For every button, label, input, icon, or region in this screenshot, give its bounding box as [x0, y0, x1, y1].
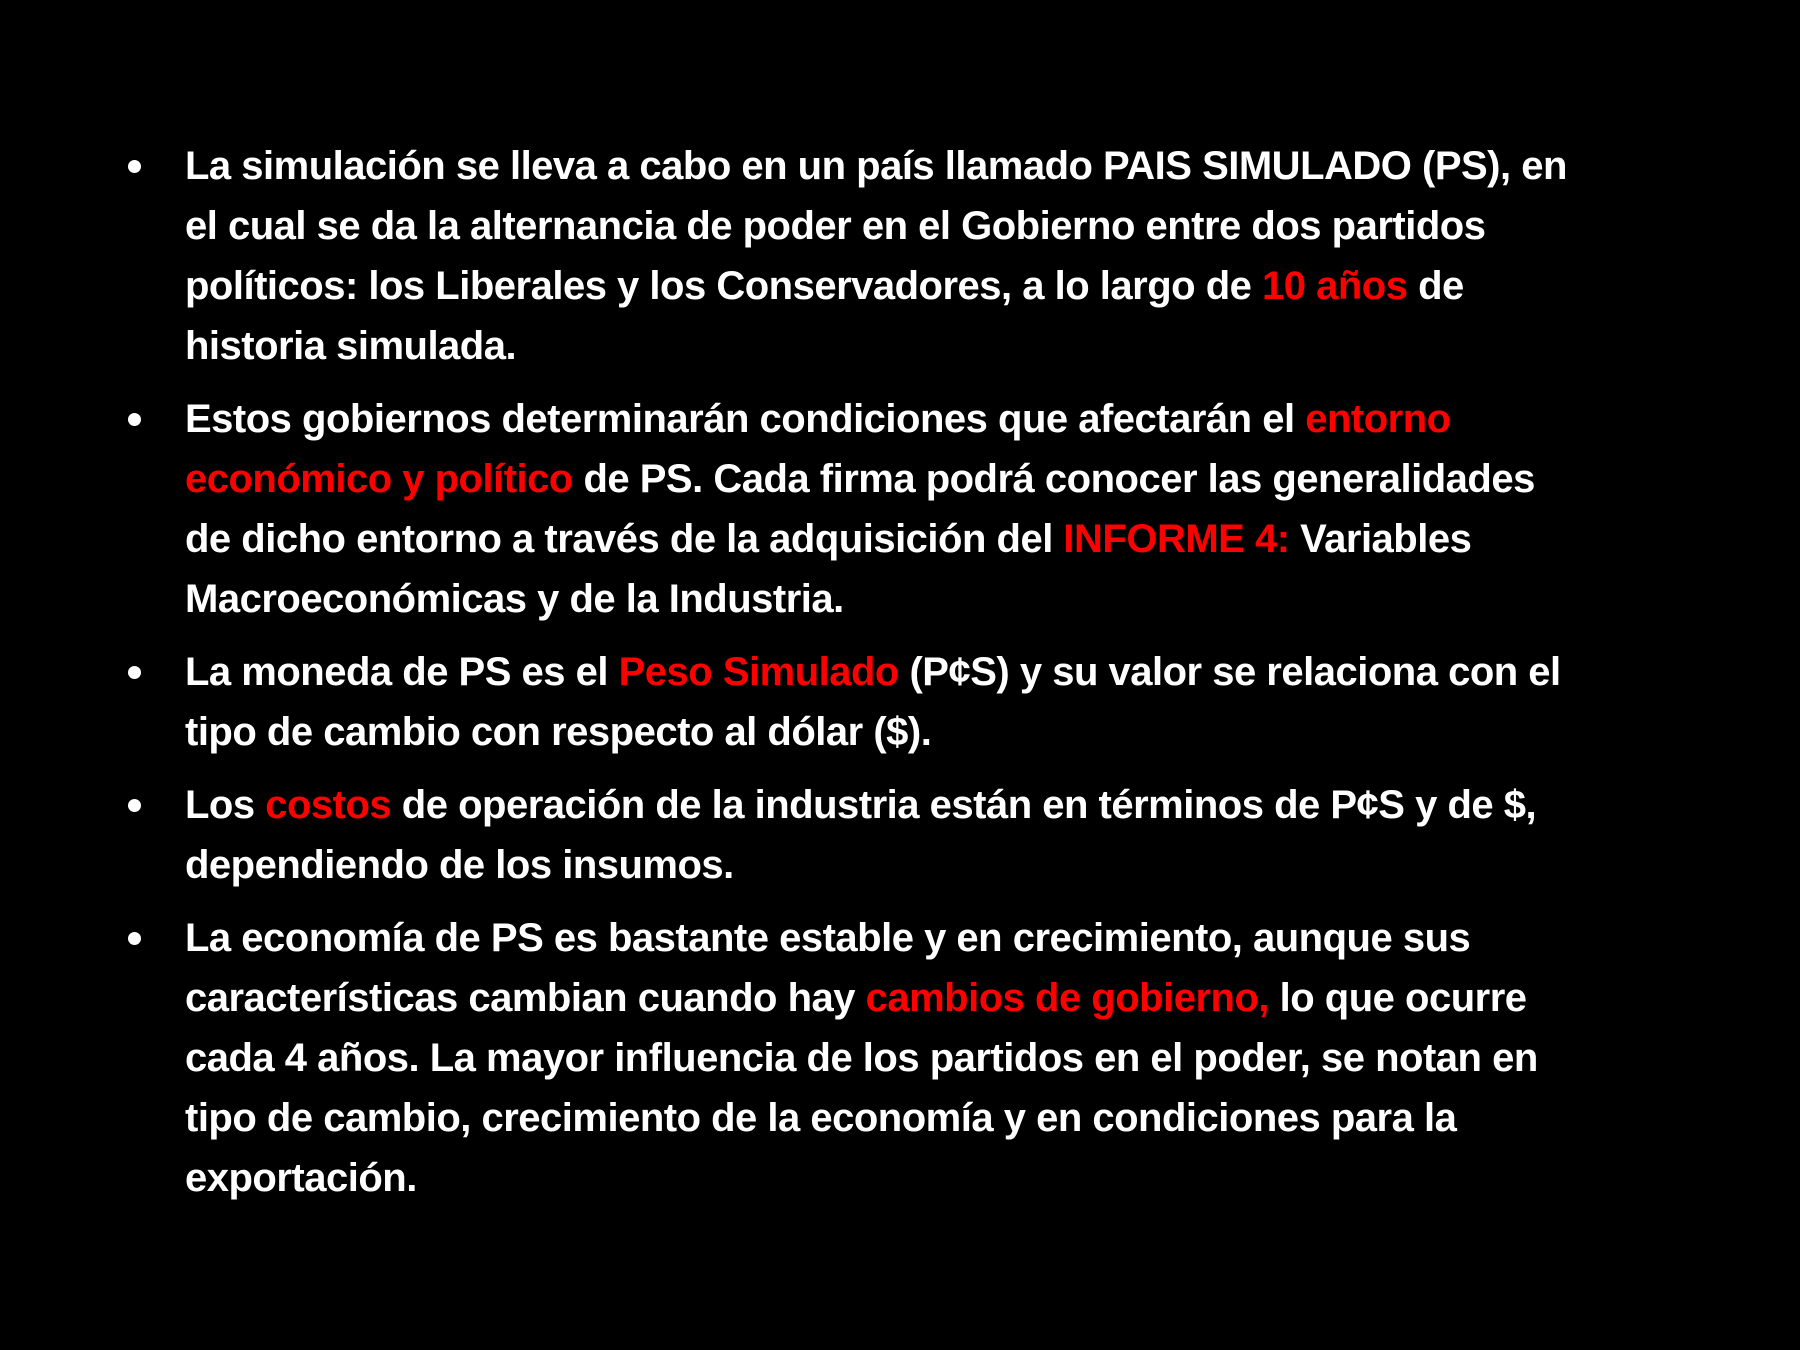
bullet-icon: [128, 932, 141, 945]
bullet-marker-column: [128, 389, 185, 426]
bullet-line: [185, 136, 1740, 196]
text-run: tipo de cambio con respecto al dólar ($).: [185, 710, 932, 754]
bullet-item: [128, 642, 1740, 762]
bullet-icon: [128, 799, 141, 812]
bullet-line: [185, 389, 1740, 449]
bullet-marker-column: [128, 136, 185, 173]
bullet-line: [185, 968, 1740, 1028]
text-run: La simulación se lleva a cabo en un país llamado PAIS SIMULADO (PS), en: [185, 144, 1567, 188]
text-run: exportación.: [185, 1156, 417, 1200]
text-run: cada 4 años. La mayor influencia de los partidos en el poder, se notan en: [185, 1036, 1538, 1080]
bullet-line: [185, 316, 1740, 376]
text-run: Los: [185, 783, 266, 827]
text-run: lo que ocurre: [1269, 976, 1527, 1020]
bullet-item: [128, 775, 1740, 895]
bullet-line: [185, 908, 1740, 968]
bullet-icon: [128, 666, 141, 679]
text-run: tipo de cambio, crecimiento de la economía y en condiciones para la: [185, 1096, 1457, 1140]
bullet-marker-column: [128, 642, 185, 679]
bullet-line: [185, 702, 1740, 762]
bullet-line: [185, 256, 1740, 316]
text-run: de PS. Cada firma podrá conocer las generalidades: [572, 457, 1535, 501]
text-run: dependiendo de los insumos.: [185, 843, 734, 887]
text-run: Variables: [1289, 517, 1472, 561]
text-run: La economía de PS es bastante estable y en crecimiento, aunque sus: [185, 916, 1471, 960]
text-run: el cual se da la alternancia de poder en el Gobierno entre dos partidos: [185, 204, 1486, 248]
bullet-text: [185, 136, 1740, 376]
bullet-text: [185, 775, 1740, 895]
bullet-text: [185, 642, 1740, 762]
text-run: características cambian cuando hay: [185, 976, 866, 1020]
text-run: políticos: los Liberales y los Conservadores, a lo largo de: [185, 264, 1262, 308]
bullet-marker-column: [128, 775, 185, 812]
highlight-text-run: 10 años: [1262, 264, 1408, 308]
bullet-line: [185, 775, 1740, 835]
bullet-icon: [128, 160, 141, 173]
highlight-text-run: costos: [265, 783, 392, 827]
text-run: de: [1407, 264, 1464, 308]
bullet-text: [185, 389, 1740, 629]
bullet-item: [128, 908, 1740, 1208]
text-run: de dicho entorno a través de la adquisición del: [185, 517, 1064, 561]
highlight-text-run: INFORME 4:: [1063, 517, 1290, 561]
text-run: de operación de la industria están en términos de P¢S y de $,: [391, 783, 1537, 827]
bullet-icon: [128, 413, 141, 426]
highlight-text-run: cambios de gobierno,: [865, 976, 1270, 1020]
bullet-line: [185, 449, 1740, 509]
bullet-line: [185, 1028, 1740, 1088]
highlight-text-run: Peso Simulado: [618, 650, 899, 694]
bullet-line: [185, 835, 1740, 895]
bullet-list: [128, 136, 1740, 1221]
bullet-item: [128, 389, 1740, 629]
bullet-line: [185, 1088, 1740, 1148]
text-run: La moneda de PS es el: [185, 650, 619, 694]
bullet-line: [185, 1148, 1740, 1208]
bullet-line: [185, 569, 1740, 629]
highlight-text-run: entorno: [1305, 397, 1451, 441]
bullet-line: [185, 509, 1740, 569]
text-run: (P¢S) y su valor se relaciona con el: [898, 650, 1561, 694]
text-run: historia simulada.: [185, 324, 517, 368]
bullet-text: [185, 908, 1740, 1208]
text-run: Macroeconómicas y de la Industria.: [185, 577, 844, 621]
bullet-line: [185, 642, 1740, 702]
highlight-text-run: económico y político: [185, 457, 573, 501]
bullet-marker-column: [128, 908, 185, 945]
bullet-item: [128, 136, 1740, 376]
text-run: Estos gobiernos determinarán condiciones que afectarán el: [185, 397, 1306, 441]
bullet-line: [185, 196, 1740, 256]
